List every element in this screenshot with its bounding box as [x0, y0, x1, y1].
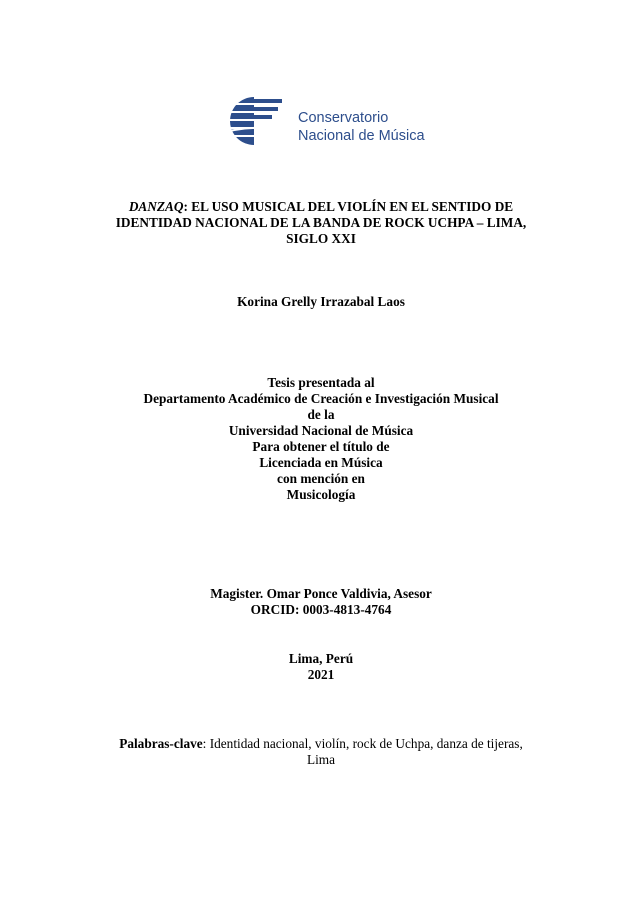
keywords-line-2: Lima — [306, 752, 336, 767]
year: 2021 — [307, 667, 335, 682]
thesis-line: Musicología — [286, 487, 356, 502]
conservatorio-logo-icon — [212, 95, 292, 147]
title-line-2: IDENTIDAD NACIONAL DE LA BANDA DE ROCK UCHPA – LIMA, — [115, 215, 527, 230]
thesis-line: Universidad Nacional de Música — [228, 423, 414, 438]
title-line-1-rest: : EL USO MUSICAL DEL VIOLÍN EN EL SENTIDO DE — [183, 199, 514, 214]
thesis-title — [60, 199, 582, 247]
title-line-1 — [60, 199, 582, 215]
logo-line-1: Conservatorio — [298, 110, 389, 126]
keywords-label: Palabras-clave — [119, 736, 203, 751]
keywords-values: : Identidad nacional, violín, rock de Uchpa, danza de tijeras, — [202, 736, 523, 751]
institution-logo — [212, 95, 442, 147]
logo-text — [298, 109, 425, 145]
thesis-line: Para obtener el título de — [252, 439, 390, 454]
advisor-name: Magister. Omar Ponce Valdivia, Asesor — [210, 586, 432, 601]
thesis-statement — [60, 375, 582, 503]
thesis-line: con mención en — [277, 471, 365, 486]
logo-line-2: Nacional de Música — [298, 128, 425, 144]
advisor-block — [60, 586, 582, 618]
title-line-3: SIGLO XXI — [286, 231, 356, 246]
keywords-line-1 — [60, 736, 582, 752]
author-name: Korina Grelly Irrazabal Laos — [237, 294, 405, 309]
thesis-line: Departamento Académico de Creación e Investigación Musical — [143, 391, 499, 406]
thesis-line: Tesis presentada al — [267, 375, 375, 390]
advisor-orcid: ORCID: 0003-4813-4764 — [250, 602, 392, 617]
thesis-line: de la — [307, 407, 335, 422]
place-date-block — [60, 651, 582, 683]
title-italic-word: DANZAQ — [128, 199, 184, 214]
thesis-line: Licenciada en Música — [259, 455, 383, 470]
keywords-block — [60, 736, 582, 768]
city: Lima, Perú — [288, 651, 354, 666]
